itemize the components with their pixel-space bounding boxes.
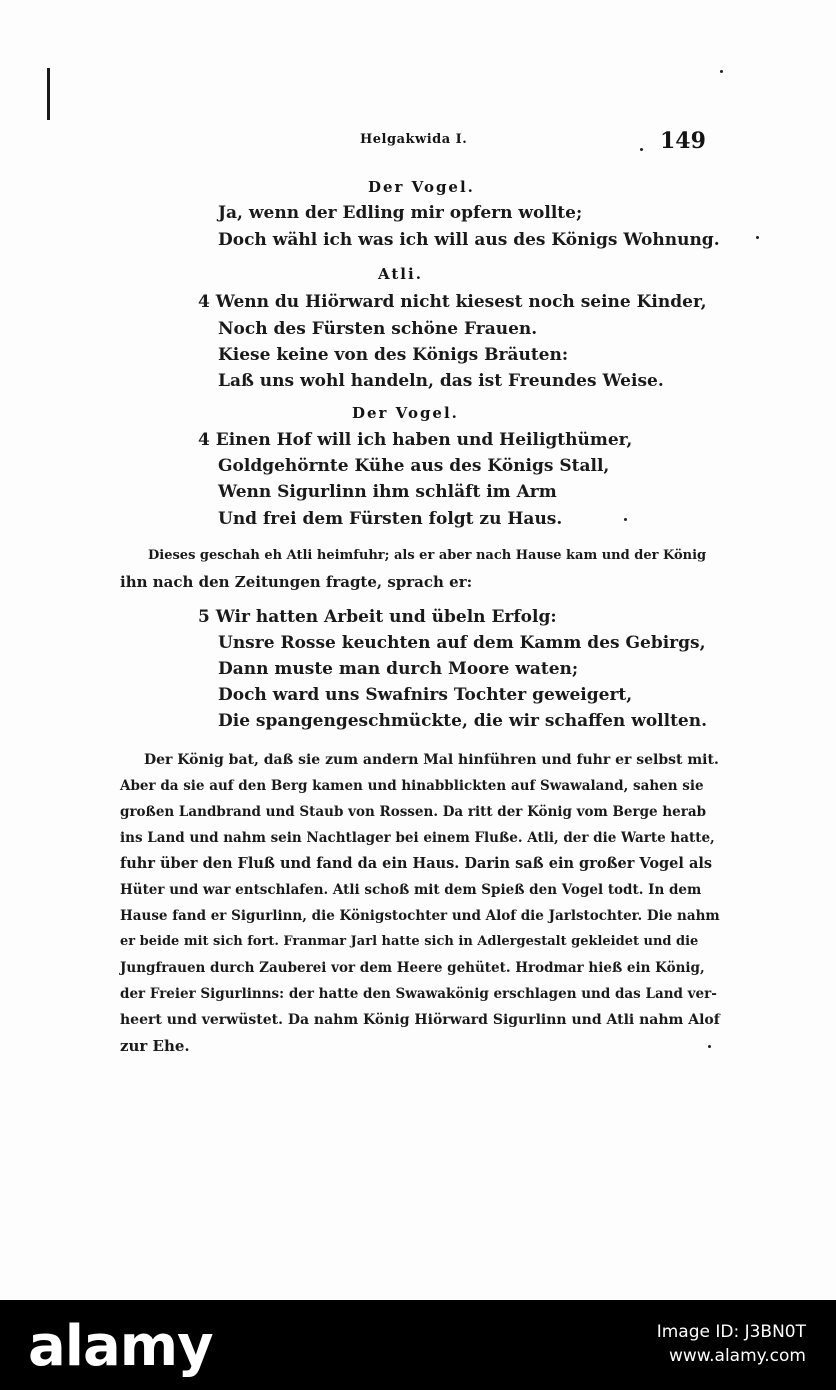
image-id-block (657, 1320, 806, 1368)
prose-line: heert und verwüstet. Da nahm König Hiörward Sigurlinn und Atli nahm Alof (120, 1012, 720, 1028)
prose-line: ins Land und nahm sein Nachtlager bei einem Fluße. Atli, der die Warte hatte, (120, 830, 715, 846)
prose-line: der Freier Sigurlinns: der hatte den Swawakönig erschlagen und das Land ver- (120, 986, 717, 1002)
prose-line: Aber da sie auf den Berg kamen und hinabblickten auf Swawaland, sahen sie (120, 778, 704, 794)
speaker-label: Der Vogel. (368, 178, 475, 196)
verse-line: Noch des Fürsten schöne Frauen. (218, 319, 538, 339)
scan-speck (640, 148, 643, 151)
verse-line: 4 Wenn du Hiörward nicht kiesest noch seine Kinder, (198, 292, 707, 312)
verse-line: Ja, wenn der Edling mir opfern wollte; (218, 203, 583, 223)
prose-line: Hause fand er Sigurlinn, die Königstochter und Alof die Jarlstochter. Die nahm (120, 908, 720, 924)
scan-speck (756, 236, 759, 239)
scan-speck (720, 70, 723, 73)
verse-line: Die spangengeschmückte, die wir schaffen wollten. (218, 711, 708, 731)
site-url: www.alamy.com (668, 1346, 806, 1366)
brand-logo: alamy (28, 1314, 213, 1379)
scan-speck (624, 518, 627, 521)
prose-line: großen Landbrand und Staub von Rossen. Da ritt der König vom Berge herab (120, 804, 707, 820)
verse-line: Dann muste man durch Moore waten; (218, 659, 579, 679)
scan-speck (708, 1045, 711, 1048)
image-id: Image ID: J3BN0T (656, 1322, 806, 1342)
verse-line: Kiese keine von des Königs Bräuten: (218, 345, 569, 365)
speaker-label: Atli. (378, 265, 423, 283)
prose-line: Der König bat, daß sie zum andern Mal hinführen und fuhr er selbst mit. (144, 752, 719, 768)
prose-line: er beide mit sich fort. Franmar Jarl hatte sich in Adlergestalt gekleidet und die (120, 934, 699, 949)
verse-line: Und frei dem Fürsten folgt zu Haus. (218, 509, 563, 529)
verse-line: 5 Wir hatten Arbeit und übeln Erfolg: (198, 607, 557, 627)
margin-mark (47, 68, 50, 120)
page-number: 149 (660, 128, 706, 154)
running-header: Helgakwida I. (360, 132, 468, 147)
verse-line: 4 Einen Hof will ich haben und Heiligthümer, (198, 430, 633, 450)
speaker-label: Der Vogel. (352, 404, 459, 422)
verse-line: Wenn Sigurlinn ihm schläft im Arm (218, 482, 557, 502)
prose-line: Jungfrauen durch Zauberei vor dem Heere gehütet. Hrodmar hieß ein König, (120, 960, 705, 976)
prose-line: Hüter und war entschlafen. Atli schoß mit dem Spieß den Vogel todt. In dem (120, 882, 702, 898)
prose-line: Dieses geschah eh Atli heimfuhr; als er aber nach Hause kam und der König (148, 548, 707, 563)
verse-line: Goldgehörnte Kühe aus des Königs Stall, (218, 456, 610, 476)
prose-line: fuhr über den Fluß und fand da ein Haus. Darin saß ein großer Vogel als (120, 855, 713, 872)
verse-line: Unsre Rosse keuchten auf dem Kamm des Gebirgs, (218, 633, 706, 653)
verse-line: Laß uns wohl handeln, das ist Freundes Weise. (218, 371, 664, 391)
verse-line: Doch ward uns Swafnirs Tochter geweigert, (218, 685, 633, 705)
prose-line: ihn nach den Zeitungen fragte, sprach er: (120, 573, 473, 591)
watermark-bar (0, 1300, 836, 1390)
prose-line: zur Ehe. (120, 1037, 190, 1055)
verse-line: Doch wähl ich was ich will aus des Königs Wohnung. (218, 230, 720, 250)
